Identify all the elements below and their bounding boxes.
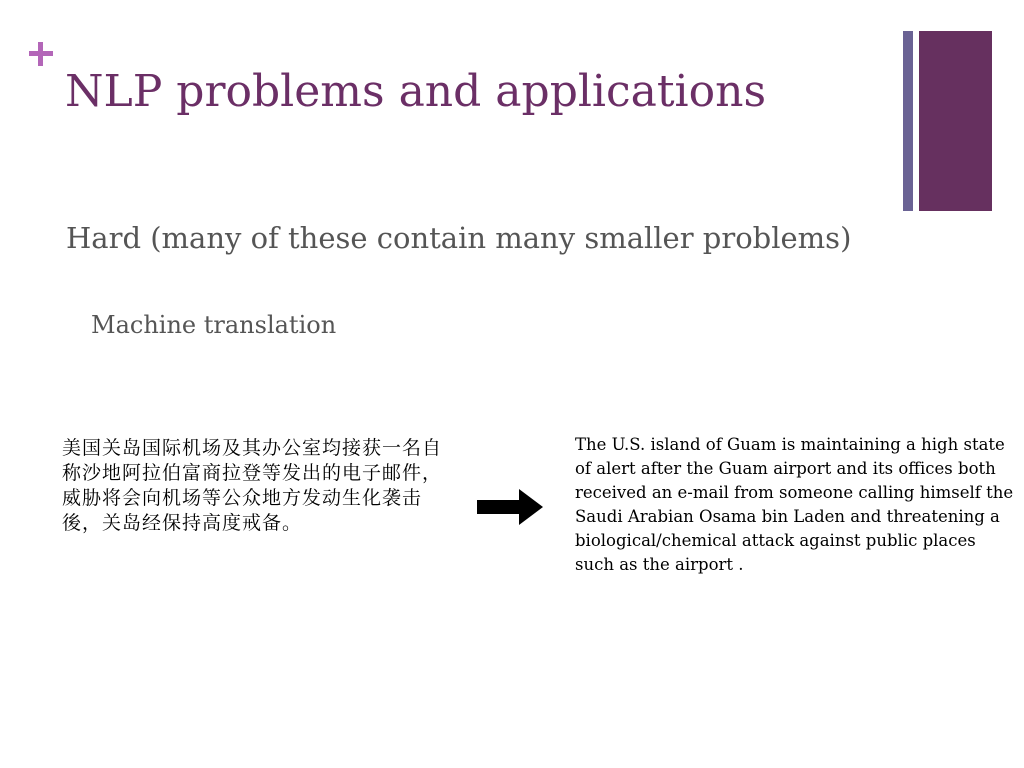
slide-subheading: Hard (many of these contain many smaller problems) xyxy=(66,221,852,255)
plus-icon xyxy=(27,40,55,68)
slide-subitem: Machine translation xyxy=(91,311,337,339)
decorative-bar-thin xyxy=(903,31,913,211)
plus-icon-vertical xyxy=(38,42,43,66)
source-chinese-text: 美国关岛国际机场及其办公室均接获一名自称沙地阿拉伯富商拉登等发出的电子邮件，威胁将会向机场等公众地方发动生化袭击後，关岛经保持高度戒备。 xyxy=(62,437,443,534)
decorative-bar-thick xyxy=(919,31,992,211)
arrow-right-icon xyxy=(477,489,543,525)
slide-title: NLP problems and applications xyxy=(65,66,767,117)
target-english-text: The U.S. island of Guam is maintaining a high state of alert after the Guam airport and its offices both received an e-mail from someone calling himself the Saudi Arabian Osama bin Laden and threatening a biological/chemical attack against public places such as the airport . xyxy=(575,435,1014,574)
